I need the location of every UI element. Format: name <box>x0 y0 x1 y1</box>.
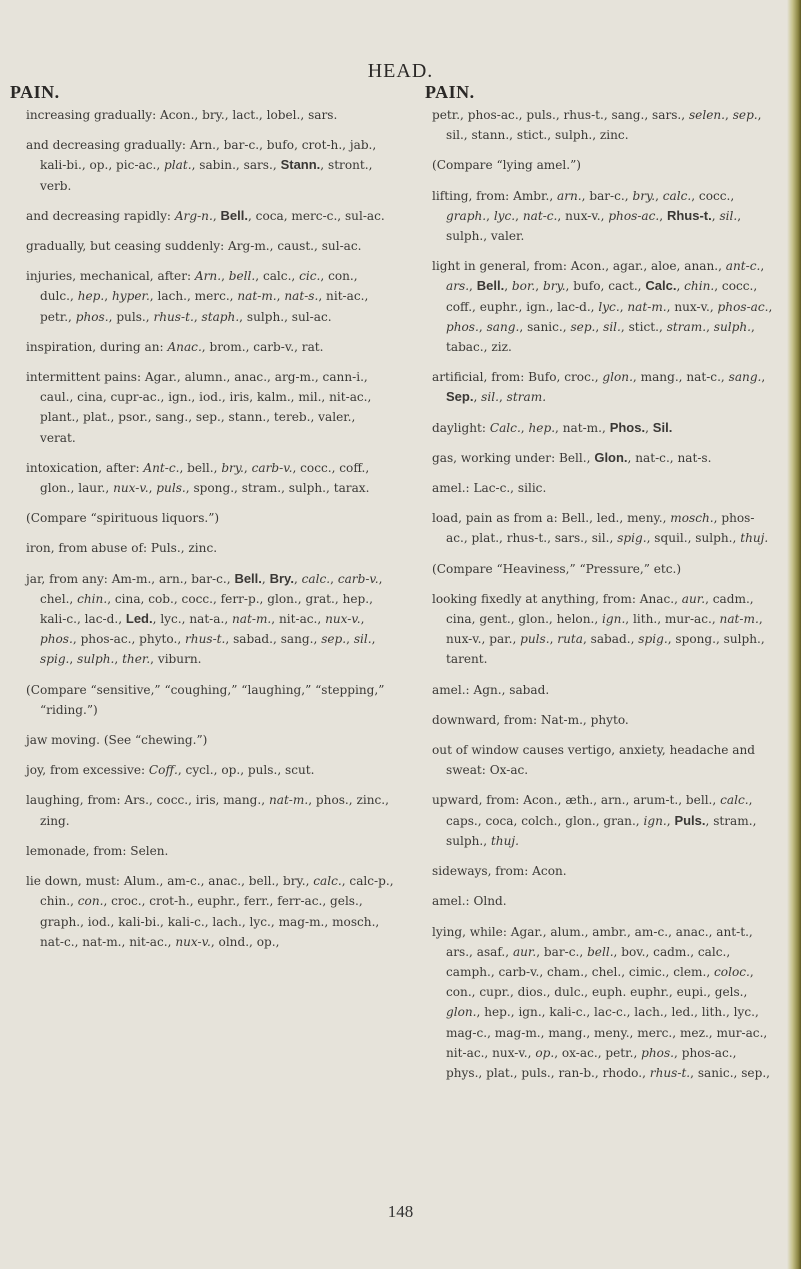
rubric-entry <box>26 841 394 861</box>
remedy-italic: phos-ac. <box>608 208 660 223</box>
entry-text: sideways, from: Acon. <box>432 864 567 879</box>
entry-text: lemonade, from: Selen. <box>26 843 169 858</box>
entry-text: , <box>114 652 123 667</box>
remedy-italic: plat. <box>164 158 192 173</box>
remedy-italic: bry. <box>221 460 244 475</box>
page-edge <box>787 0 801 1269</box>
entry-text: , sulph., sul-ac. <box>239 309 332 324</box>
remedy-italic: bor. <box>511 279 536 294</box>
entry-text: , viburn. <box>150 652 202 667</box>
entry-text: , <box>706 319 714 334</box>
entry-text: , sil., stann., stict., sulph., zinc. <box>446 108 762 143</box>
rubric-entry <box>26 458 394 498</box>
remedy-italic: Ant-c. <box>143 460 180 475</box>
remedy-italic: Arg-n. <box>174 208 213 223</box>
remedy-bold: Sil. <box>652 419 673 435</box>
entry-text: , <box>520 420 529 435</box>
rubric-entry <box>432 740 774 780</box>
entry-text: , <box>504 279 512 294</box>
entry-text: , <box>619 299 628 314</box>
remedy-italic: calc. <box>720 793 749 808</box>
remedy-italic: bry. <box>632 188 656 203</box>
remedy-italic: glon. <box>602 370 633 385</box>
entry-text: , <box>360 612 365 627</box>
entry-text: , <box>261 571 270 586</box>
remedy-italic: rhus-t. <box>185 632 226 647</box>
rubric-entry <box>432 589 774 670</box>
remedy-italic: spig. <box>40 652 70 667</box>
entry-text: and decreasing rapidly: <box>26 208 175 223</box>
remedy-italic: nux-v. <box>325 612 361 627</box>
remedy-italic: sang. <box>728 370 762 385</box>
entry-text: , brom., carb-v., rat. <box>201 339 324 354</box>
entry-text: (Compare “lying amel.”) <box>432 158 582 173</box>
entry-text: , <box>293 571 302 586</box>
entry-text: , bar-c., <box>536 944 588 959</box>
rubric-entry <box>432 559 774 579</box>
entry-text: increasing gradually: Acon., bry., lact., lobel., sars. <box>26 108 338 122</box>
page-title: HEAD. <box>367 60 434 82</box>
entry-text: , phos-ac., phyto., <box>72 632 186 647</box>
entry-text: iron, from abuse of: Puls., zinc. <box>26 541 218 556</box>
remedy-italic: Arn. <box>194 269 222 284</box>
entry-text: , nit-ac., petr., <box>40 289 369 324</box>
entry-text: , nat-m., <box>555 420 610 435</box>
rubric-entry <box>432 367 774 407</box>
remedy-italic: hep. <box>528 420 556 435</box>
remedy-italic: lyc. <box>493 208 516 223</box>
entry-text: , stront., verb. <box>40 158 373 193</box>
remedy-italic: nat-m. <box>268 793 309 808</box>
entry-text: lying, while: Agar., alum., ambr., am-c., anac., ant-t., ars., asaf., <box>432 924 753 959</box>
rubric-entry <box>26 206 394 226</box>
remedy-italic: coloc. <box>714 964 750 979</box>
remedy-italic: nat-m. <box>237 289 277 304</box>
remedy-italic: hep. <box>77 289 105 304</box>
rubric-entry <box>26 266 394 327</box>
remedy-bold: Stann. <box>280 157 321 173</box>
entry-text: , <box>276 289 285 304</box>
rubric-entry <box>26 538 394 558</box>
remedy-italic: ther. <box>122 652 151 667</box>
entry-text: , cocc., coff., euphr., ign., lac-d., <box>446 279 758 314</box>
entry-text: daylight: <box>432 420 490 435</box>
remedy-italic: sulph. <box>713 319 752 334</box>
entry-text: , lach., merc., <box>149 289 238 304</box>
rubric-entry <box>432 448 774 468</box>
entry-text: , cycl., op., puls., scut. <box>177 763 315 778</box>
entry-text: , cina, cob., cocc., ferr-p., glon., grat., hep., kali-c., lac-d., <box>40 591 373 627</box>
remedy-bold: Puls. <box>674 812 706 828</box>
remedy-italic: sil. <box>603 319 621 334</box>
entry-text: , bar-c., <box>581 188 633 203</box>
remedy-italic: nux-v. <box>113 481 149 496</box>
entry-text: injuries, mechanical, after: <box>26 269 195 284</box>
entry-text: , sabad., <box>582 632 639 647</box>
remedy-italic: phos-ac. <box>717 299 769 314</box>
rubric-entry <box>26 760 394 780</box>
entry-text: , <box>148 481 157 496</box>
remedy-italic: phos. <box>446 319 479 334</box>
remedy-italic: sep. <box>732 108 758 122</box>
remedy-italic: ign. <box>602 612 626 627</box>
remedy-italic: rhus-t. <box>153 309 194 324</box>
entry-text: , calc-p., chin., <box>40 874 394 909</box>
left-column <box>26 105 394 962</box>
entry-text: , spong., stram., sulph., tarax. <box>185 481 370 496</box>
entry-text: , squil., sulph., <box>646 531 741 546</box>
remedy-bold: Calc. <box>645 278 677 294</box>
entry-text: out of window causes vertigo, anxiety, headache and sweat: Ox-ac. <box>432 743 756 778</box>
remedy-italic: nux-v. <box>175 934 211 949</box>
rubric-entry <box>26 236 394 256</box>
entry-text: , lyc., nat-a., <box>152 612 233 627</box>
entry-text: , phos., zinc., zing. <box>40 793 389 828</box>
entry-text: , croc., crot-h., euphr., ferr., ferr-ac., gels., graph., iod., kali-bi., kali-c., lach., lyc., mag-m., mosch., nat-c., nat-m., nit-ac., <box>40 894 380 949</box>
entry-text: inspiration, during an: <box>26 339 168 354</box>
remedy-italic: thuj. <box>490 833 519 848</box>
entry-text: , <box>212 208 221 223</box>
entry-text: , spong., sulph., tarent. <box>446 632 765 667</box>
remedy-italic: mosch. <box>670 511 714 526</box>
remedy-italic: ruta <box>557 632 583 647</box>
entry-text: , coca, merc-c., sul-ac. <box>247 208 385 223</box>
remedy-bold: Bry. <box>269 570 294 586</box>
entry-text: , <box>221 269 229 284</box>
remedy-italic: glon. <box>446 1005 477 1020</box>
right-column-heading: PAIN. <box>425 82 475 102</box>
remedy-italic: sang. <box>486 319 520 334</box>
rubric-entry <box>26 680 394 720</box>
rubric-entry <box>26 871 394 952</box>
remedy-bold: Rhus-t. <box>666 207 712 223</box>
entry-text: , <box>761 370 766 385</box>
entry-text: , nux-v., par., <box>446 612 763 647</box>
rubric-entry <box>432 710 774 730</box>
entry-text: , <box>595 319 604 334</box>
entry-text: , calc., <box>255 269 300 284</box>
rubric-entry <box>26 367 394 448</box>
entry-text: downward, from: Nat-m., phyto. <box>432 712 629 727</box>
entry-text: , <box>469 279 477 294</box>
remedy-bold: Bell. <box>476 278 505 294</box>
entry-text: , <box>371 632 376 647</box>
entry-text: (Compare “sensitive,” “coughing,” “laughing,” “stepping,” “riding.”) <box>26 682 385 717</box>
remedy-italic: chin. <box>77 591 108 606</box>
remedy-italic: ars. <box>446 279 470 294</box>
remedy-italic: lyc. <box>598 299 620 314</box>
remedy-bold: Sep. <box>446 389 474 405</box>
entry-text: , nux-v., <box>557 208 609 223</box>
remedy-italic: phos. <box>40 632 73 647</box>
entry-text: load, pain as from a: Bell., led., meny., <box>432 511 671 526</box>
rubric-entry <box>26 730 394 750</box>
entry-text: , <box>515 208 523 223</box>
entry-text: , <box>486 208 494 223</box>
rubric-entry <box>432 861 774 881</box>
remedy-italic: sulph. <box>77 652 115 667</box>
remedy-italic: hyper. <box>111 289 150 304</box>
remedy-italic: carb-v. <box>251 460 293 475</box>
entry-text: , nit-ac., <box>271 612 326 627</box>
entry-text: intoxication, after: <box>26 460 144 475</box>
remedy-italic: cic. <box>299 269 321 284</box>
entry-text: , ox-ac., petr., <box>554 1045 642 1060</box>
remedy-bold: Glon. <box>594 449 628 465</box>
remedy-italic: sep. <box>570 319 596 334</box>
entry-text: , <box>645 420 653 435</box>
entry-text: intermittent pains: Agar., alumn., anac., arg-m., cann-i., caul., cina, cupr-ac., ign., iod., iris, kalm., mil., nit-ac., plant., plat., psor., sang., sep., stann., tereb., valer., verat. <box>26 370 372 445</box>
remedy-italic: stram. <box>506 390 547 405</box>
entry-text: , <box>69 652 78 667</box>
remedy-italic: staph. <box>201 309 240 324</box>
left-column-heading: PAIN. <box>10 82 60 102</box>
remedy-italic: sil. <box>481 390 499 405</box>
entry-text: jaw moving. (See “chewing.”) <box>26 733 208 748</box>
remedy-italic: sil. <box>353 632 372 647</box>
rubric-entry <box>26 790 394 830</box>
remedy-italic: nat-s. <box>284 289 319 304</box>
remedy-italic: ant-c. <box>725 259 761 274</box>
entry-text: , bov., cadm., calc., camph., carb-v., cham., chel., cimic., clem., <box>446 944 731 979</box>
entry-text: , <box>498 390 507 405</box>
entry-text: , phos-ac., plat., rhus-t., sars., sil., <box>446 511 755 546</box>
remedy-italic: selen. <box>688 108 725 122</box>
entry-text: , bell., <box>179 460 222 475</box>
rubric-entry <box>26 508 394 528</box>
remedy-italic: nat-c. <box>522 208 558 223</box>
entry-text: , <box>666 813 675 828</box>
entry-text: , phos-ac., phys., plat., puls., ran-b., rhodo., <box>446 1045 737 1080</box>
remedy-italic: bell. <box>228 269 256 284</box>
entry-text: , hep., ign., kali-c., lac-c., lach., led., lith., lyc., mag-c., mag-m., mang., meny., merc., mez., mur-ac., nit-ac., nux-v., <box>446 1005 768 1060</box>
remedy-italic: spig. <box>638 632 668 647</box>
entry-text: , nux-v., <box>666 299 718 314</box>
remedy-italic: puls. <box>520 632 550 647</box>
entry-text: , tabac., ziz. <box>446 319 755 355</box>
remedy-bold: Bell. <box>220 207 248 223</box>
remedy-italic: ign. <box>643 813 667 828</box>
entry-text: , <box>473 390 482 405</box>
entry-text: , <box>193 309 202 324</box>
rubric-entry <box>432 478 774 498</box>
entry-text: looking fixedly at anything, from: Anac., <box>432 591 682 606</box>
entry-text: , <box>768 299 773 314</box>
entry-text: , olnd., op., <box>210 934 280 949</box>
remedy-bold: Phos. <box>609 419 646 435</box>
entry-text: , lith., mur-ac., <box>625 612 720 627</box>
remedy-italic: Calc. <box>489 420 521 435</box>
remedy-italic: calc. <box>662 188 692 203</box>
remedy-italic: op. <box>535 1045 555 1060</box>
entry-text: , <box>535 279 543 294</box>
remedy-italic: phos. <box>641 1045 675 1060</box>
entry-text: , con., dulc., <box>40 269 358 304</box>
remedy-italic: graph. <box>446 208 487 223</box>
entry-text: lifting, from: Ambr., <box>432 188 558 203</box>
remedy-italic: nat-m. <box>719 612 759 627</box>
entry-text: , sabad., sang., <box>225 632 322 647</box>
entry-text: , <box>243 460 252 475</box>
rubric-entry <box>432 256 774 357</box>
remedy-italic: Coff. <box>148 763 178 778</box>
entry-text: , <box>760 259 765 274</box>
remedy-italic: aur. <box>681 591 706 606</box>
remedy-italic: puls. <box>156 481 186 496</box>
remedy-italic: nat-m. <box>627 299 667 314</box>
entry-text: , cadm., cina, gent., glon., helon., <box>446 591 754 627</box>
entry-text: , stict., <box>620 319 667 334</box>
entry-text: , sanic., sep., <box>690 1065 771 1080</box>
rubric-entry <box>26 337 394 357</box>
entry-text: light in general, from: Acon., agar., aloe, anan., <box>432 259 726 274</box>
entry-text: , <box>676 279 685 294</box>
rubric-entry <box>26 135 394 196</box>
remedy-italic: bell. <box>587 944 614 959</box>
remedy-italic: rhus-t. <box>649 1065 691 1080</box>
entry-text: , stram., sulph., <box>446 813 757 848</box>
entry-text: jar, from any: Am-m., arn., bar-c., <box>26 571 235 586</box>
entry-text: , <box>655 188 663 203</box>
remedy-italic: sil. <box>719 208 738 223</box>
remedy-italic: aur. <box>512 944 537 959</box>
entry-text: , sanic., <box>519 319 571 334</box>
entry-text: , cocc., <box>691 188 735 203</box>
entry-text: , con., cupr., dios., dulc., euph. euphr., eupi., gels., <box>446 964 754 1000</box>
rubric-entry <box>432 790 774 851</box>
entry-text: , bufo, cact., <box>565 279 646 294</box>
entry-text: amel.: Lac-c., silic. <box>432 481 547 496</box>
entry-text: , <box>330 571 338 586</box>
remedy-italic: phos. <box>75 309 109 324</box>
entry-text: , sulph., valer. <box>446 208 742 244</box>
entry-text: , caps., coca, colch., glon., gran., <box>446 793 753 828</box>
rubric-entry <box>432 186 774 247</box>
remedy-italic: carb-v. <box>337 571 379 586</box>
entry-text: , chel., <box>40 571 383 606</box>
entry-text: , <box>478 319 487 334</box>
entry-text: , cocc., coff., glon., laur., <box>40 460 370 496</box>
entry-text: , <box>104 289 112 304</box>
entry-text: , <box>725 108 733 122</box>
entry-text: and decreasing gradually: Arn., bar-c., bufo, crot-h., jab., kali-bi., op., pic-ac., <box>26 138 377 173</box>
remedy-italic: stram. <box>666 319 707 334</box>
entry-text: lie down, must: Alum., am-c., anac., bell., bry., <box>26 874 314 889</box>
remedy-italic: Anac. <box>167 339 202 354</box>
rubric-entry <box>26 569 394 670</box>
entry-text: gas, working under: Bell., <box>432 450 595 465</box>
entry-text: laughing, from: Ars., cocc., iris, mang., <box>26 793 269 808</box>
remedy-bold: Bell. <box>234 570 262 586</box>
remedy-italic: calc. <box>313 874 342 889</box>
entry-text: , sabin., sars., <box>191 158 281 173</box>
entry-text: , <box>549 632 558 647</box>
remedy-italic: spig. <box>617 531 647 546</box>
remedy-italic: calc. <box>301 571 331 586</box>
entry-text: artificial, from: Bufo, croc., <box>432 370 603 385</box>
remedy-italic: nat-m. <box>232 612 272 627</box>
entry-text: , nat-c., nat-s. <box>627 450 712 465</box>
remedy-italic: con. <box>77 894 104 909</box>
entry-text: , <box>659 208 667 223</box>
rubric-entry <box>432 922 774 1084</box>
entry-text: , <box>711 208 720 223</box>
remedy-italic: chin. <box>684 279 715 294</box>
remedy-italic: thuj. <box>740 531 769 546</box>
entry-text: , <box>346 632 354 647</box>
entry-text: (Compare “spirituous liquors.”) <box>26 511 220 526</box>
page-number: 148 <box>387 1202 414 1221</box>
rubric-entry <box>432 105 774 145</box>
entry-text: upward, from: Acon., æth., arn., arum-t., bell., <box>432 793 721 808</box>
entry-text: gradually, but ceasing suddenly: Arg-m., caust., sul-ac. <box>26 239 362 254</box>
rubric-entry <box>432 508 774 548</box>
entry-text: , puls., <box>108 309 154 324</box>
remedy-bold: Led. <box>125 611 153 627</box>
remedy-italic: sep. <box>321 632 347 647</box>
entry-text: amel.: Agn., sabad. <box>432 682 550 697</box>
rubric-entry <box>432 155 774 175</box>
entry-text: joy, from excessive: <box>26 763 149 778</box>
rubric-entry <box>26 105 394 125</box>
remedy-italic: arn. <box>557 188 582 203</box>
entry-text: , mang., nat-c., <box>632 370 729 385</box>
entry-text: petr., phos-ac., puls., rhus-t., sang., sars., <box>432 108 689 122</box>
remedy-italic: bry. <box>542 279 566 294</box>
entry-text: (Compare “Heaviness,” “Pressure,” etc.) <box>432 561 682 576</box>
rubric-entry <box>432 891 774 911</box>
rubric-entry <box>432 680 774 700</box>
entry-text: amel.: Olnd. <box>432 894 507 909</box>
rubric-entry <box>432 418 774 438</box>
right-column <box>432 105 774 1093</box>
